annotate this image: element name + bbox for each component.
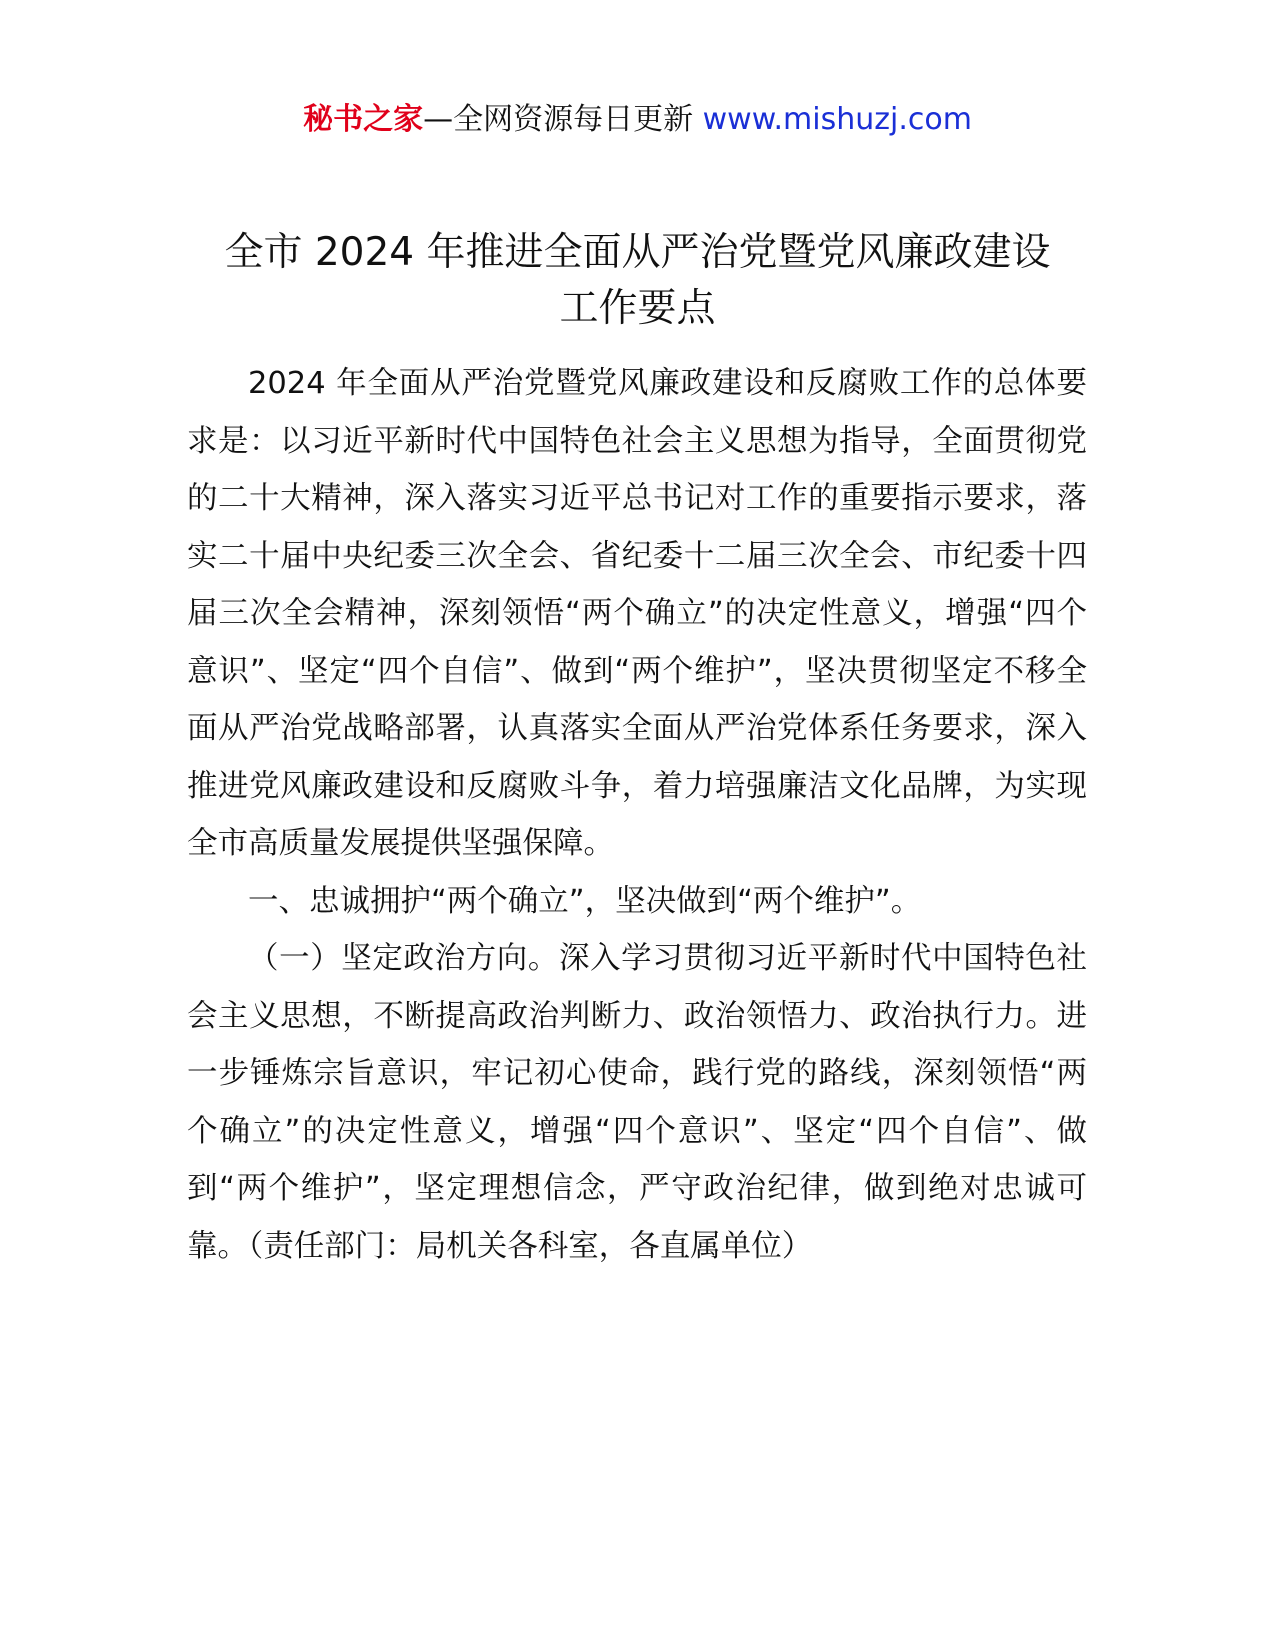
section-heading-1: 一、忠诚拥护“两个确立”，坚决做到“两个维护”。	[248, 883, 922, 919]
header-tagline: —全网资源每日更新	[423, 102, 694, 137]
page-header	[0, 100, 1275, 140]
website-url: www.mishuzj.com	[702, 102, 972, 137]
title-line-1: 全市 2024 年推进全面从严治党暨党风廉政建设	[224, 230, 1051, 275]
paragraph-political-direction: （一）坚定政治方向。深入学习贯彻习近平新时代中国特色社会主义思想，不断提高政治判断力、政治领悟力、政治执行力。进一步锤炼宗旨意识，牢记初心使命，践行党的路线，深刻领悟“两个确立”的决定性意义，增强“四个意识”、坚定“四个自信”、做到“两个维护”，坚定理想信念，严守政治纪律，做到绝对忠诚可靠。（责任部门：局机关各科室，各直属单位）	[187, 941, 1087, 1264]
document-title	[150, 225, 1125, 337]
document-body	[187, 355, 1087, 1275]
paragraph-overall-requirements: 2024 年全面从严治党暨党风廉政建设和反腐败工作的总体要求是：以习近平新时代中国特色社会主义思想为指导，全面贯彻党的二十大精神，深入落实习近平总书记对工作的重要指示要求，落实二十届中央纪委三次全会、省纪委十二届三次全会、市纪委十四届三次全会精神，深刻领悟“两个确立”的决定性意义，增强“四个意识”、坚定“四个自信”、做到“两个维护”，坚决贯彻坚定不移全面从严治党战略部署，认真落实全面从严治党体系任务要求，深入推进党风廉政建设和反腐败斗争，着力培强廉洁文化品牌，为实现全市高质量发展提供坚强保障。	[187, 366, 1087, 861]
title-line-2: 工作要点	[559, 286, 716, 331]
brand-name: 秘书之家	[303, 102, 424, 137]
